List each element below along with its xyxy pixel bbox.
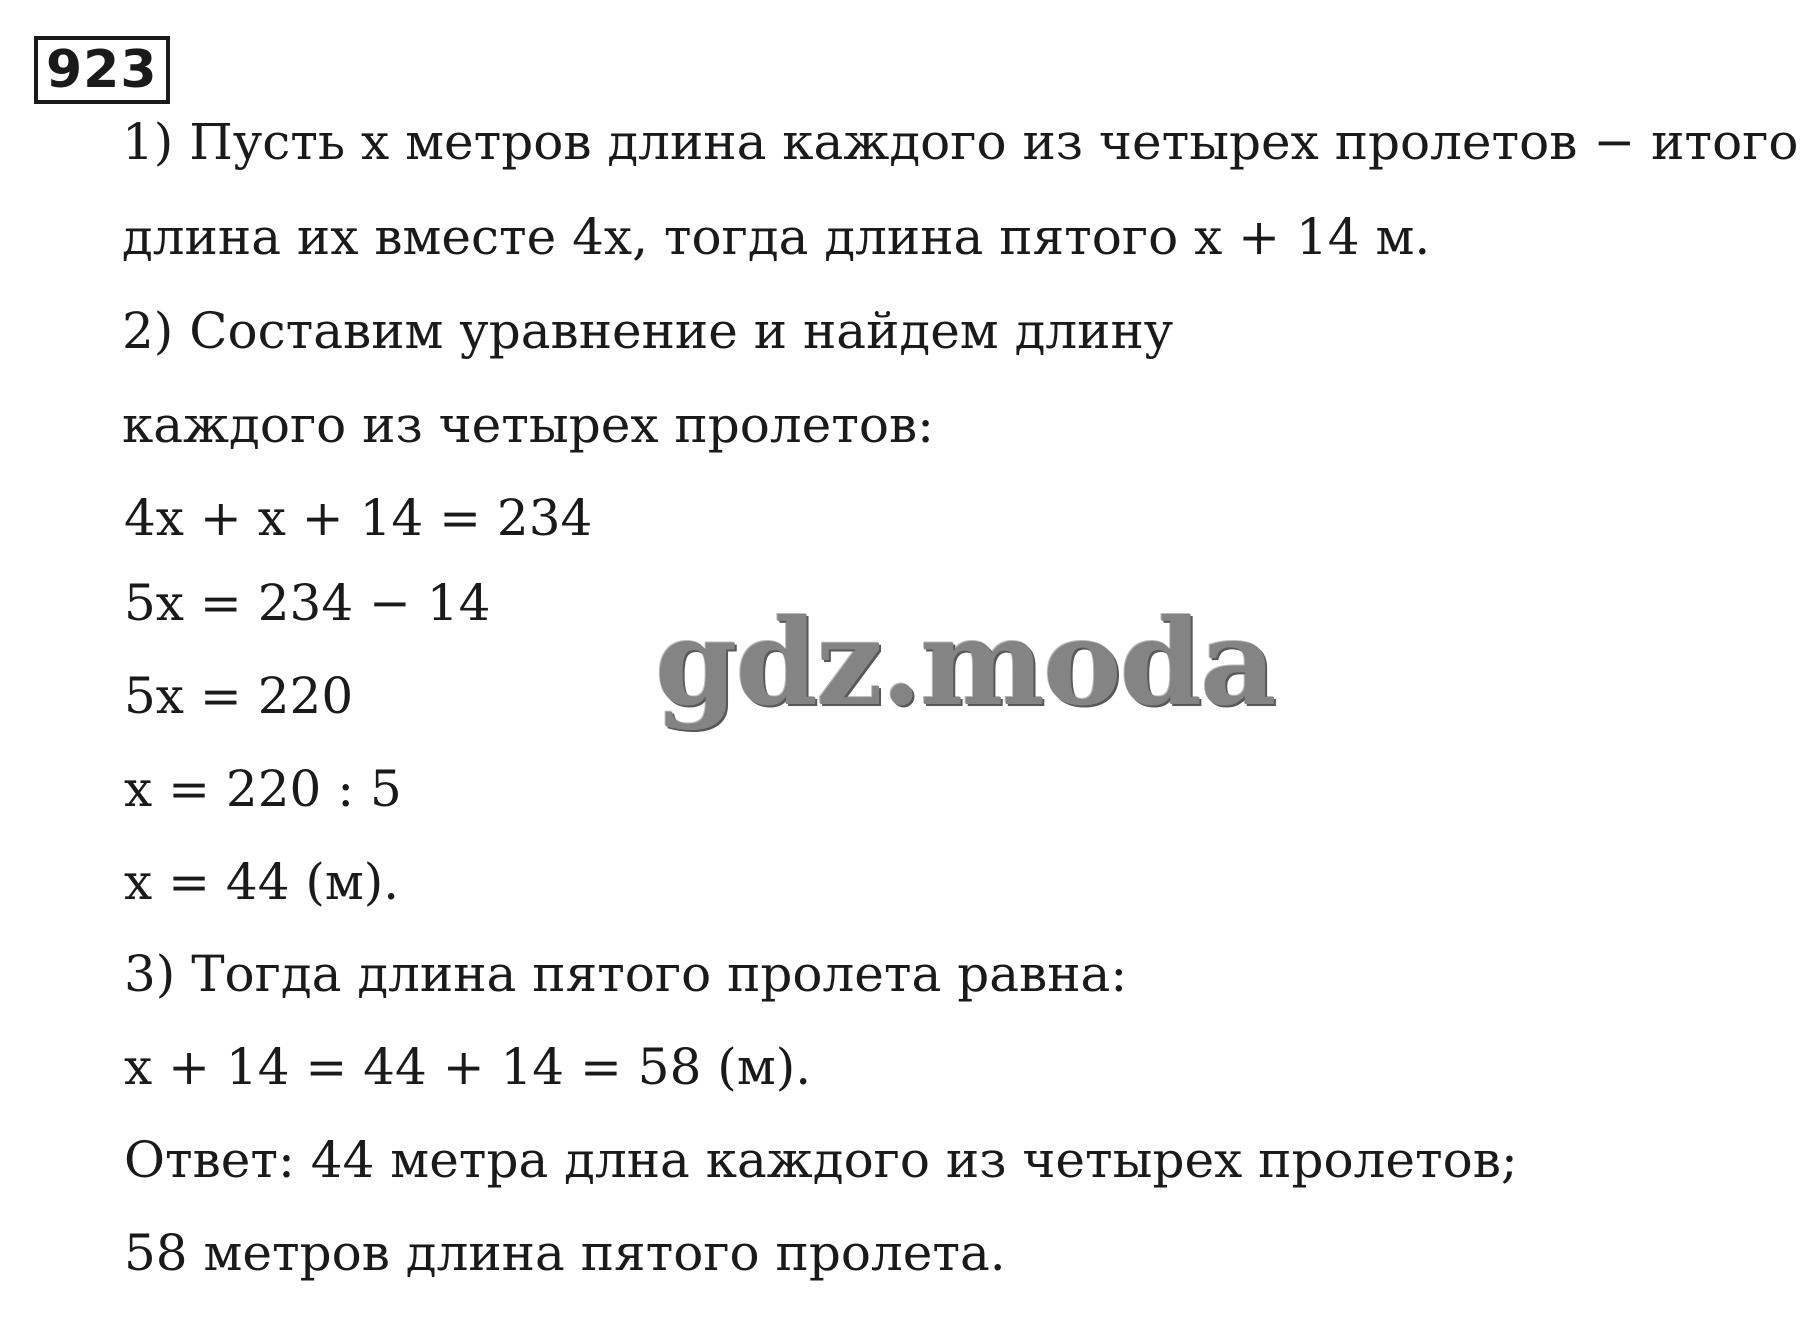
step-2-line-2: каждого из четырех пролетов: — [122, 396, 934, 454]
watermark: gdz.moda — [655, 593, 1275, 732]
step-1-line-2: длина их вместе 4x, тогда длина пятого x + 14 м. — [122, 208, 1431, 266]
equation-4: x = 220 : 5 — [124, 760, 402, 818]
step-2-line-1: 2) Составим уравнение и найдем длину — [122, 302, 1174, 360]
answer-line-2: 58 метров длина пятого пролета. — [124, 1224, 1006, 1282]
equation-3: 5x = 220 — [124, 667, 354, 725]
answer-line-1: Ответ: 44 метра длна каждого из четырех пролетов; — [124, 1131, 1518, 1189]
equation-1: 4x + x + 14 = 234 — [124, 489, 593, 547]
step-3-equation: x + 14 = 44 + 14 = 58 (м). — [124, 1038, 812, 1096]
step-3-line: 3) Тогда длина пятого пролета равна: — [124, 945, 1128, 1003]
task-number-box: 923 — [34, 36, 170, 104]
step-1-line-1: 1) Пусть x метров длина каждого из четырех пролетов − итого — [122, 113, 1799, 171]
equation-2: 5x = 234 − 14 — [124, 574, 491, 632]
equation-5: x = 44 (м). — [124, 853, 400, 911]
